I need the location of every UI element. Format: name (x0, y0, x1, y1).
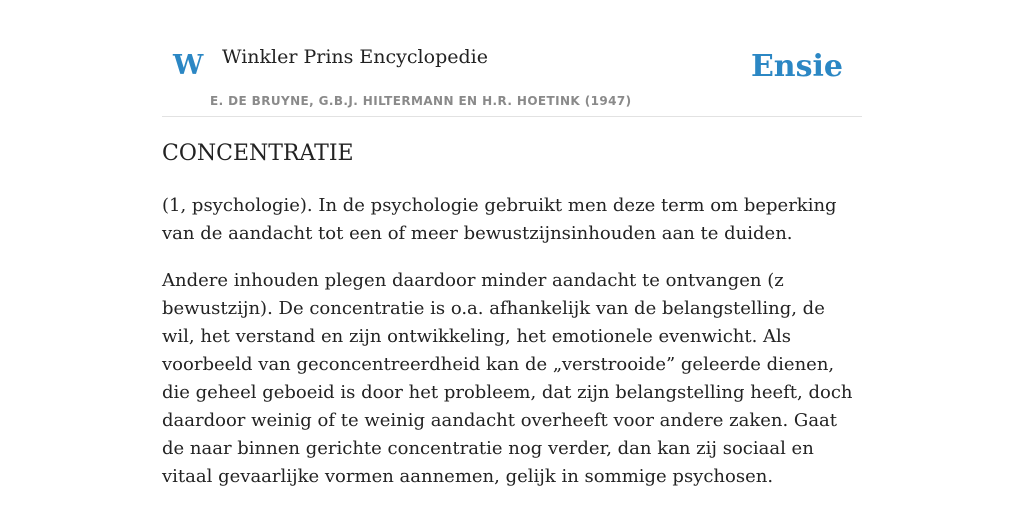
entry-paragraph: Andere inhouden plegen daardoor minder aandacht te ontvangen (z bewustzijn). De concentratie is o.a. afhankelijk van de belangstelling, de wil, het verstand en zijn ontwikkeling, het emotionele evenwicht. Als voorbeeld van geconcentreerdheid kan de „verstrooide” geleerde dienen, die geheel geboeid is door het probleem, dat zijn belangstelling heeft, doch daardoor weinig of te weinig aandacht overheeft voor andere zaken. Gaat de naar binnen gerichte concentratie nog verder, dan kan zij sociaal en vitaal gevaarlijke vormen aannemen, gelijk in sommige psychosen. (162, 270, 853, 487)
source-logo-icon[interactable]: W (173, 50, 204, 81)
entry-title: CONCENTRATIE (162, 141, 354, 166)
entry-body (162, 192, 862, 510)
source-title[interactable]: Winkler Prins Encyclopedie (222, 46, 488, 68)
entry-paragraph: (1, psychologie). In de psychologie gebruikt men deze term om beperking van de aandacht tot een of meer bewustzijnsinhouden aan te duiden. (162, 195, 837, 244)
source-header (162, 0, 862, 117)
ensie-logo[interactable]: Ensie (750, 49, 843, 84)
source-authors: E. DE BRUYNE, G.B.J. HILTERMANN EN H.R. HOETINK (1947) (210, 94, 632, 108)
